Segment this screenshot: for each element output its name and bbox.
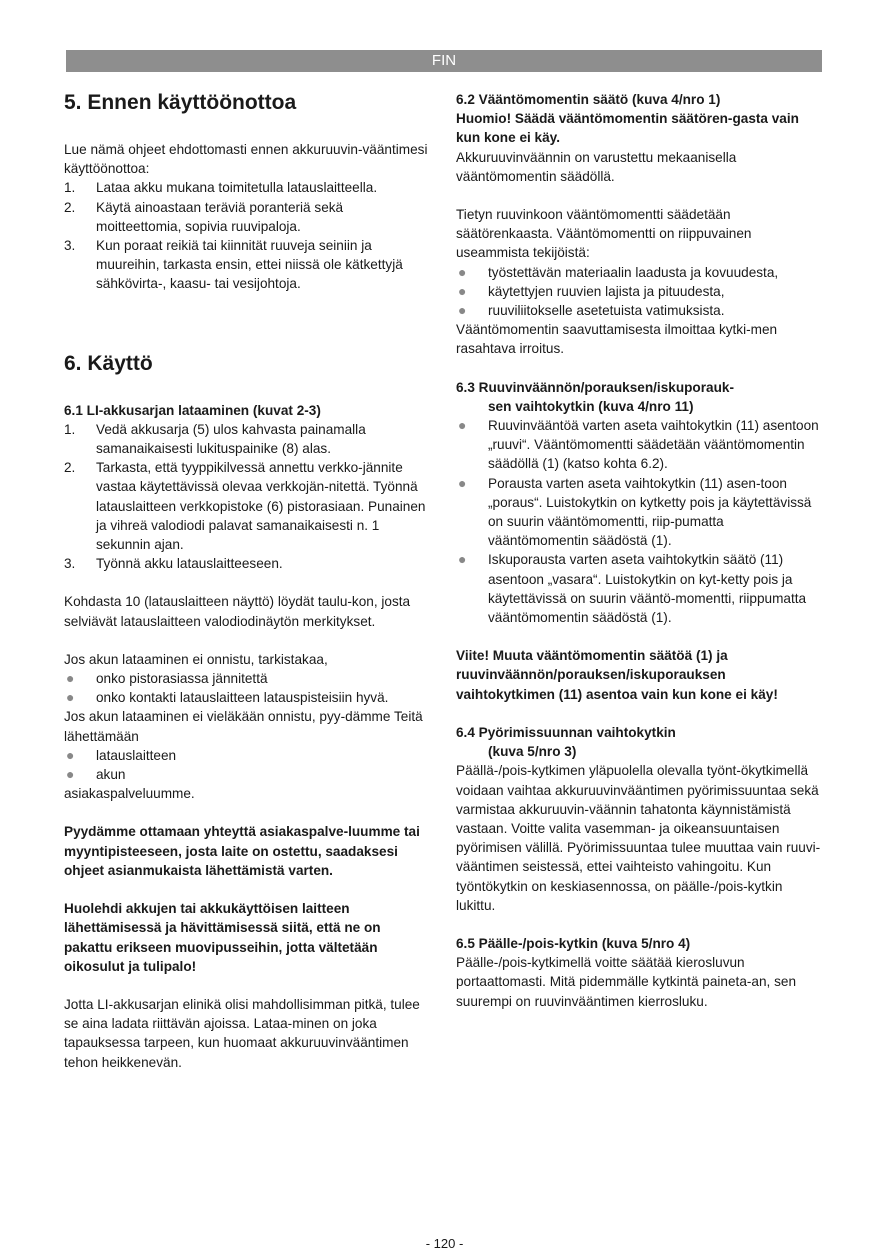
battery-disposal-warning: Huolehdi akkujen tai akkukäyttöisen laitteen lähettämisessä ja hävittämisessä siitä, että ne on pakattu erikseen muovipusseihin, jotta vältetään oikosulut ja tulipalo!: [64, 901, 381, 974]
section-6-2-title: 6.2 Vääntömomentin säätö (kuva 4/nro 1): [456, 92, 721, 107]
torque-notice: Huomio! Säädä vääntömomentin säätören-gasta vain kun kone ei käy.: [456, 111, 799, 146]
list-item: 1. Lataa akku mukana toimitetulla latauslaitteella.: [64, 180, 378, 196]
section-5-title: 5. Ennen käyttöönottoa: [64, 91, 297, 114]
paragraph: Jotta LI-akkusarjan elinikä olisi mahdollisimman pitkä, tulee se aina ladata riittävän ajoissa. Lataa-minen on joka tapauksessa tarpeen, kun huomaat akkuruuvinvääntimen tehon heikkenevän.: [64, 996, 420, 1070]
bullet-item: ● Ruuvinvääntöä varten aseta vaihtokytkin (11) asentoon „ruuvi“. Vääntömomentti säädetään vääntömomentin säädöllä (1) (katso kohta 6.2).: [458, 417, 819, 472]
left-column: [64, 90, 429, 1072]
bullet-item: ● Iskuporausta varten aseta vaihtokytkin säätö (11) asentoon „vasara“. Luistokytkin on kyt-ketty pois ja käytettävissä on suurin vääntö-momentti, riippumatta vääntömomentin säädöstä (1).: [458, 551, 807, 626]
paragraph: asiakaspalveluumme.: [64, 786, 195, 802]
bullet-item: ● latauslaitteen: [66, 746, 177, 763]
paragraph: Akkuruuvinväännin on varustettu mekaanisella vääntömomentin säädöllä.: [456, 149, 737, 184]
right-column: [456, 90, 821, 1011]
page-number: - 120 -: [425, 1236, 464, 1251]
paragraph: Jos akun lataaminen ei vieläkään onnistu, pyy-dämme Teitä lähettämään: [64, 709, 423, 744]
bullet-item: ● onko pistorasiassa jännitettä: [66, 670, 268, 687]
paragraph: Kohdasta 10 (latauslaitteen näyttö) löydät taulu-kon, josta selviävät latauslaitteen valodiodinäytön merkitykset.: [64, 594, 411, 629]
bullet-item: ● onko kontakti latauslaitteen latauspisteisiin hyvä.: [66, 689, 389, 706]
bullet-item: ● työstettävän materiaalin laadusta ja kovuudesta,: [458, 263, 779, 280]
contact-notice: Pyydämme ottamaan yhteyttä asiakaspalve-luumme tai myyntipisteeseen, josta laite on ostettu, saadaksesi ohjeet asianmukaista lähettämistä varten.: [64, 824, 420, 878]
list-item: 2. Käytä ainoastaan teräviä poranteriä sekä moitteettomia, sopivia ruuvipaloja.: [64, 199, 344, 234]
section-6-title: 6. Käyttö: [64, 351, 153, 375]
paragraph: Päälle-/pois-kytkimellä voitte säätää kierosluvun portaattomasti. Mitä pidemmälle kytkintä paineta-an, sen suurempi on ruuvinvääntimen kierrosluku.: [456, 955, 797, 1009]
section-6-1-title: 6.1 LI-akkusarjan lataaminen (kuvat 2-3): [64, 402, 321, 418]
paragraph: Vääntömomentin saavuttamisesta ilmoittaa kytki-men rasahtava irroitus.: [456, 322, 778, 357]
list-item: 3. Kun poraat reikiä tai kiinnität ruuveja seiniin ja muureihin, tarkasta ensin, ettei niissä ole kätkettyjä sähkövirta-, kaasu- tai vesijohtoja.: [64, 238, 403, 292]
section-6-5-title: 6.5 Päälle-/pois-kytkin (kuva 5/nro 4): [456, 935, 691, 951]
list-item: 1. Vedä akkusarja (5) ulos kahvasta painamalla samanaikaisesti lukituspainike (8) alas.: [64, 421, 366, 457]
paragraph: Jos akun lataaminen ei onnistu, tarkistakaa,: [64, 651, 328, 667]
section-5-intro: Lue nämä ohjeet ehdottomasti ennen akkuruuvin-vääntimesi käyttöönottoa:: [64, 142, 428, 177]
bullet-item: ● ruuviliitokselle asetetuista vatimuksista.: [458, 302, 725, 319]
section-6-3-title: 6.3 Ruuvinväännön/porauksen/iskuporauk- sen vaihtokytkin (kuva 4/nro 11): [456, 379, 734, 414]
bullet-item: ● akun: [66, 766, 126, 783]
list-item: 3. Työnnä akku latauslaitteeseen.: [64, 556, 283, 572]
bullet-item: ● käytettyjen ruuvien lajista ja pituudesta,: [458, 282, 725, 299]
list-item: 2. Tarkasta, että tyyppikilvessä annettu verkko-jännite vastaa käytettävissä olevaa verkkojän-nitettä. Työnnä latauslaitteen verkkopistoke (6) pistorasiaan. Punainen ja vihreä valodiodi palavat samanaikaisesti n. 1 sekunnin ajan.: [64, 460, 426, 553]
bullet-item: ● Porausta varten aseta vaihtokytkin (11) asen-toon „poraus“. Luistokytkin on kytketty pois ja käytettävissä on suurin vääntömomentti, riip-pumatta vääntömomentin säädöstä (1).: [458, 474, 812, 549]
language-label: FIN: [431, 52, 457, 69]
section-6-4-title: 6.4 Pyörimissuunnan vaihtokytkin (kuva 5/nro 3): [456, 724, 676, 760]
switch-notice: Viite! Muuta vääntömomentin säätöä (1) ja ruuvinväännön/porauksen/iskuporauksen vaihtokytkimen (11) asentoa vain kun kone ei käy!: [456, 648, 778, 702]
language-header-bar: [66, 50, 822, 72]
paragraph: Tietyn ruuvinkoon vääntömomentti säädetään säätörenkaasta. Vääntömomentti on riippuvainen useammista tekijöistä:: [456, 207, 752, 261]
paragraph: Päällä-/pois-kytkimen yläpuolella olevalla työnt-ökytkimellä voidaan vaihtaa akkuruuvinvääntimen pyörimissuuntaa sekä varmistaa akkuruuvin-väännin tahatonta käynnistämistä vastaan. Voitte valita vasemman- ja oikeansuuntaisen pyörimisen välillä. Pyörimissuuntaa tulee muuttaa vain ruuvi-vääntimen seistessä, ettei vaihteisto vahingoitu. Kun työntökytkin on keskiasennossa, on päälle-/pois-kytkin lukittu.: [456, 763, 821, 913]
